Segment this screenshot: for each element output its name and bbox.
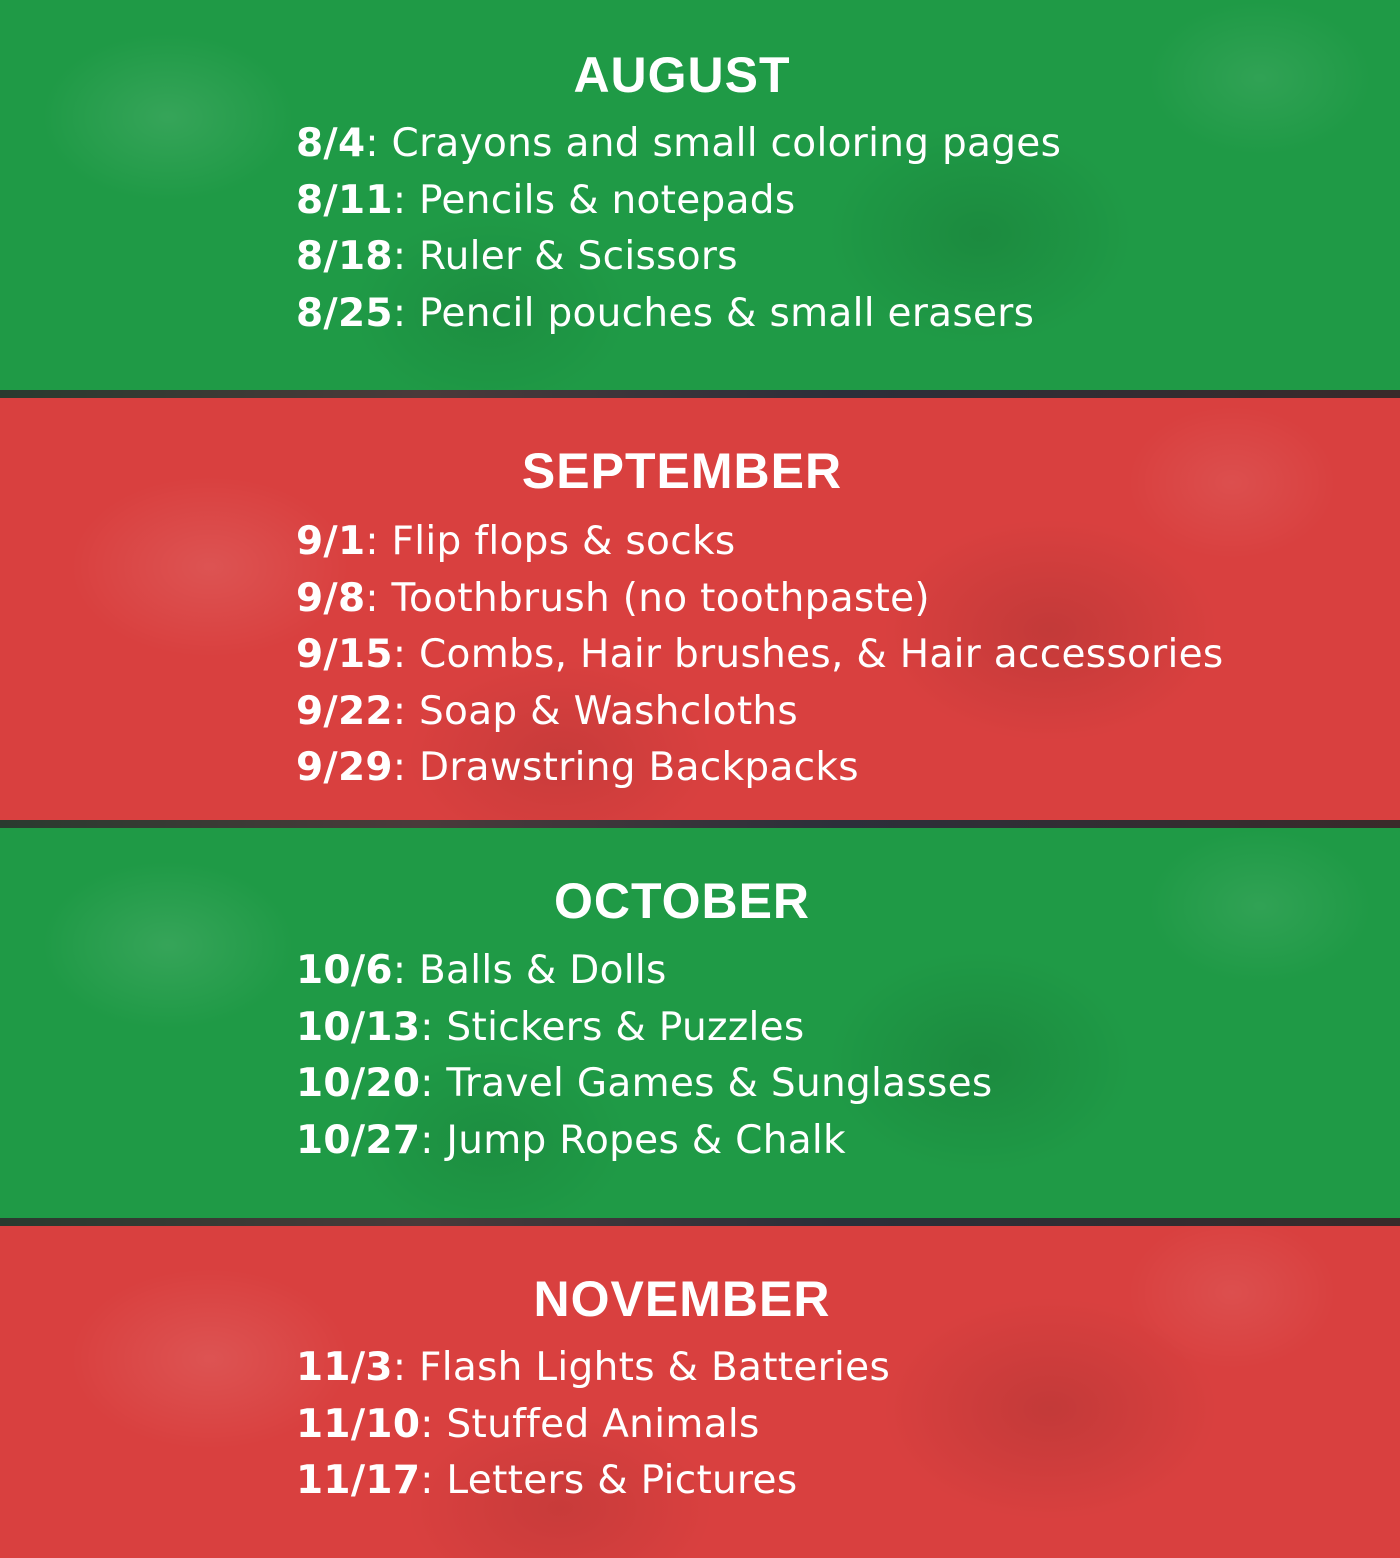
item-text: : Drawstring Backpacks	[392, 745, 859, 790]
section-divider	[0, 820, 1400, 828]
list-item	[296, 740, 1224, 797]
item-text: : Toothbrush (no toothpaste)	[365, 575, 930, 621]
item-date: 9/29	[296, 745, 393, 790]
month-section-october	[0, 828, 1400, 1218]
list-item	[296, 514, 1224, 571]
list-item	[296, 1113, 993, 1170]
item-text: : Crayons and small coloring pages	[365, 121, 1062, 166]
list-item	[296, 116, 1061, 173]
month-title: OCTOBER	[553, 873, 811, 929]
section-divider	[0, 1218, 1400, 1226]
month-title: SEPTEMBER	[521, 443, 843, 499]
item-date: 10/6	[296, 948, 393, 993]
item-date: 8/18	[296, 234, 393, 279]
item-text: : Travel Games & Sunglasses	[420, 1061, 993, 1106]
list-item	[296, 286, 1061, 343]
item-text: : Stuffed Animals	[420, 1401, 760, 1447]
item-date: 10/27	[296, 1117, 421, 1163]
item-date: 8/4	[296, 121, 366, 166]
item-date: 9/1	[296, 519, 366, 564]
list-item	[296, 1453, 890, 1510]
month-section-september	[0, 398, 1400, 820]
list-item	[296, 684, 1224, 741]
list-item	[296, 229, 1061, 286]
list-item	[296, 571, 1224, 628]
item-list	[296, 1340, 890, 1510]
item-date: 11/17	[296, 1458, 421, 1503]
list-item	[296, 173, 1061, 230]
item-date: 8/25	[296, 290, 393, 336]
item-text: : Flip flops & socks	[365, 519, 736, 564]
month-title: NOVEMBER	[533, 1271, 831, 1327]
item-list	[296, 943, 993, 1169]
item-text: : Ruler & Scissors	[392, 234, 738, 279]
item-list	[296, 514, 1224, 797]
item-text: : Combs, Hair brushes, & Hair accessories	[392, 632, 1224, 677]
item-text: : Pencil pouches & small erasers	[392, 290, 1035, 336]
section-divider	[0, 390, 1400, 398]
item-text: : Flash Lights & Batteries	[392, 1345, 891, 1390]
list-item	[296, 627, 1224, 684]
item-date: 10/20	[296, 1061, 421, 1106]
item-list	[296, 116, 1061, 342]
item-date: 10/13	[296, 1004, 421, 1050]
item-text: : Letters & Pictures	[420, 1458, 798, 1503]
list-item	[296, 943, 993, 1000]
item-text: : Pencils & notepads	[392, 177, 796, 223]
list-item	[296, 1056, 993, 1113]
list-item	[296, 1000, 993, 1057]
item-text: : Stickers & Puzzles	[420, 1004, 805, 1050]
item-date: 9/22	[296, 688, 393, 734]
item-text: : Balls & Dolls	[392, 948, 667, 993]
item-text: : Jump Ropes & Chalk	[420, 1117, 846, 1163]
item-date: 11/3	[296, 1345, 393, 1390]
month-section-november	[0, 1226, 1400, 1558]
item-date: 9/8	[296, 575, 366, 621]
month-section-august	[0, 0, 1400, 390]
item-date: 11/10	[296, 1401, 421, 1447]
item-date: 9/15	[296, 632, 393, 677]
item-date: 8/11	[296, 177, 393, 223]
month-title: AUGUST	[573, 47, 791, 103]
list-item	[296, 1397, 890, 1454]
list-item	[296, 1340, 890, 1397]
item-text: : Soap & Washcloths	[392, 688, 799, 734]
